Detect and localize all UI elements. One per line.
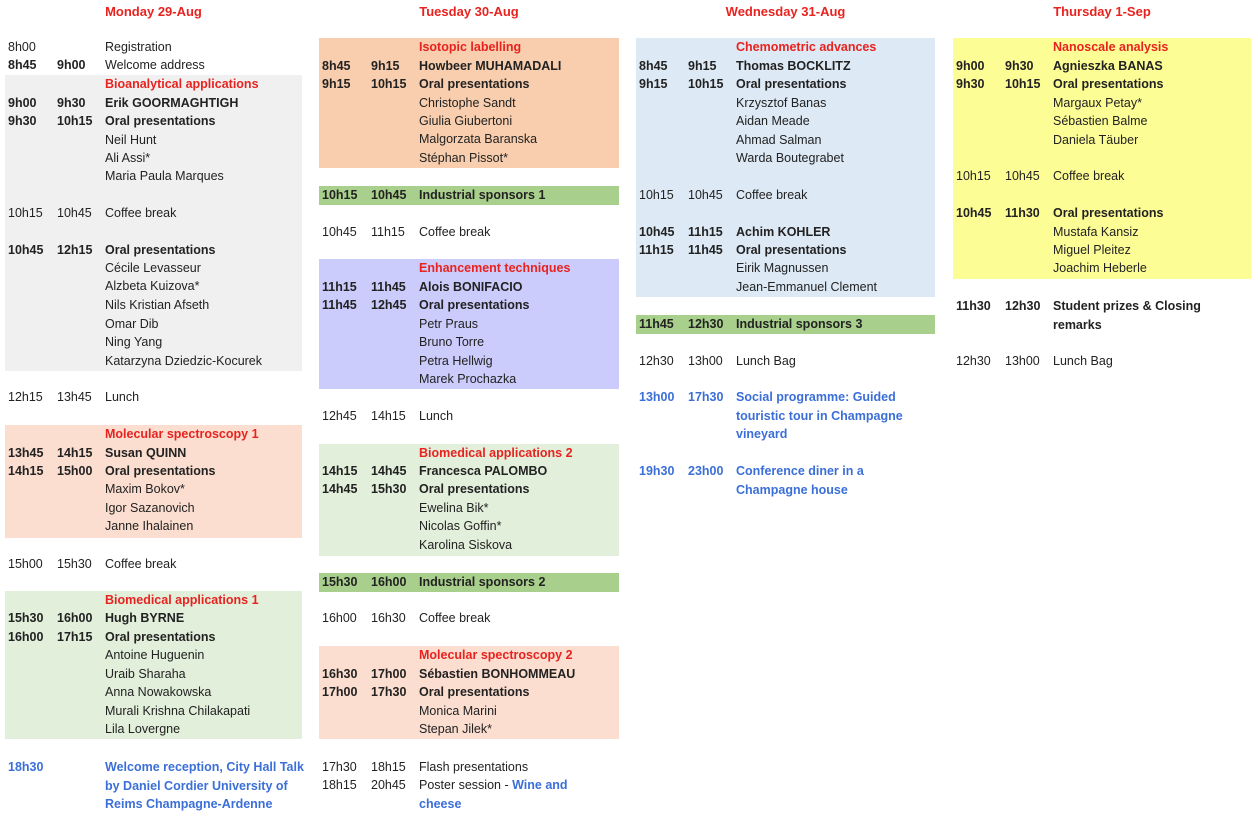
schedule-row (319, 609, 619, 627)
event-label: Igor Sazanovich (105, 501, 195, 515)
end-time: 12h30 (688, 317, 724, 331)
end-time: 10h45 (57, 206, 92, 220)
speaker (636, 278, 935, 296)
event-label: Monica Marini (419, 704, 497, 718)
schedule-row (5, 38, 302, 56)
event-label: Erik GOORMAGHTIGH (105, 96, 239, 110)
session-biomedical-2 (319, 444, 619, 556)
speaker (5, 333, 302, 351)
day-column-wednesday (636, 0, 935, 834)
schedule-row (5, 112, 302, 130)
event-label: Warda Boutegrabet (736, 151, 844, 165)
session-enhancement (319, 259, 619, 389)
start-time: 9h15 (639, 77, 668, 91)
event-label: Oral presentations (419, 77, 530, 91)
event-label: Ahmad Salman (736, 133, 822, 147)
schedule-row (636, 186, 935, 204)
end-time: 14h15 (57, 446, 93, 460)
closing-remarks: Student prizes & Closing remarks (1053, 299, 1201, 332)
event-label: Ning Yang (105, 335, 163, 349)
end-time: 9h30 (57, 96, 86, 110)
event-label: Oral presentations (1053, 77, 1164, 91)
speaker (319, 720, 619, 738)
speaker (636, 112, 935, 130)
event-label: Oral presentations (105, 243, 216, 257)
speaker (636, 259, 935, 277)
event-label: Sébastien BONHOMMEAU (419, 667, 576, 681)
event-label: Neil Hunt (105, 133, 157, 147)
event-label: Lunch (105, 390, 140, 404)
end-time: 9h15 (688, 59, 717, 73)
start-time: 17h30 (322, 760, 357, 774)
event-label: Industrial sponsors 1 (419, 188, 546, 202)
end-time: 10h45 (371, 188, 407, 202)
event-label: Oral presentations (419, 685, 530, 699)
start-time: 9h30 (8, 114, 37, 128)
speaker (5, 517, 302, 535)
event-label: Maria Paula Marques (105, 169, 224, 183)
end-time: 12h15 (57, 243, 93, 257)
event-label: Jean-Emmanuel Clement (736, 280, 878, 294)
event-label: Stéphan Pissot* (419, 151, 508, 165)
event-label: Oral presentations (736, 77, 847, 91)
speaker (319, 149, 619, 167)
speaker (319, 94, 619, 112)
start-time: 11h15 (639, 243, 674, 257)
end-time: 13h45 (57, 390, 92, 404)
start-time: 19h30 (639, 464, 675, 478)
speaker (319, 333, 619, 351)
schedule-row (636, 352, 935, 370)
speaker (636, 131, 935, 149)
speaker (5, 352, 302, 370)
end-time: 12h30 (1005, 299, 1041, 313)
end-time: 9h00 (57, 58, 86, 72)
speaker (319, 499, 619, 517)
event-label: Nils Kristian Afseth (105, 298, 210, 312)
start-time: 12h30 (956, 354, 991, 368)
event-label: Coffee break (419, 611, 491, 625)
schedule-row (636, 315, 935, 333)
start-time: 11h30 (956, 299, 991, 313)
event-label: Daniela Täuber (1053, 133, 1139, 147)
end-time: 10h15 (57, 114, 93, 128)
speaker (636, 94, 935, 112)
event-label: Alzbeta Kuizova* (105, 279, 200, 293)
event-label: Oral presentations (105, 630, 216, 644)
event-label: Enhancement techniques (419, 261, 571, 275)
event-label: Coffee break (1053, 169, 1125, 183)
event-label: Anna Nowakowska (105, 685, 212, 699)
end-time: 12h45 (371, 298, 407, 312)
session-title (319, 646, 619, 664)
event-label: Oral presentations (1053, 206, 1164, 220)
schedule-row (319, 758, 619, 776)
speaker (5, 646, 302, 664)
end-time: 9h30 (1005, 59, 1034, 73)
schedule-row (5, 204, 302, 222)
day-header: Thursday 1-Sep (1053, 4, 1151, 19)
end-time: 11h30 (1005, 206, 1040, 220)
start-time: 16h30 (322, 667, 358, 681)
speaker (5, 480, 302, 498)
speaker (953, 223, 1251, 241)
event-label: Molecular spectroscopy 1 (105, 427, 259, 441)
start-time: 12h45 (322, 409, 357, 423)
schedule-row (953, 204, 1251, 222)
session-title (5, 425, 302, 443)
event-label: Thomas BOCKLITZ (736, 59, 851, 73)
end-time: 16h00 (371, 575, 407, 589)
start-time: 10h15 (956, 169, 991, 183)
speaker (5, 683, 302, 701)
event-label: Isotopic labelling (419, 40, 522, 54)
end-time: 11h15 (688, 225, 723, 239)
event-label: Antoine Huguenin (105, 648, 205, 662)
event-label: Chemometric advances (736, 40, 877, 54)
end-time: 14h45 (371, 464, 407, 478)
session-title (953, 38, 1251, 56)
schedule-row (319, 665, 619, 683)
event-label: Bioanalytical applications (105, 77, 259, 91)
start-time: 15h30 (322, 575, 358, 589)
start-time: 9h00 (8, 96, 37, 110)
end-time: 17h30 (371, 685, 407, 699)
schedule-row (636, 241, 935, 259)
end-time: 17h15 (57, 630, 93, 644)
start-time: 8h45 (639, 59, 668, 73)
session-title (5, 591, 302, 609)
event-label: Agnieszka BANAS (1053, 59, 1163, 73)
start-time: 17h00 (322, 685, 358, 699)
start-time: 13h00 (639, 390, 675, 404)
event-label: Coffee break (105, 206, 177, 220)
start-time: 16h00 (322, 611, 357, 625)
start-time: 16h00 (8, 630, 44, 644)
speaker (5, 277, 302, 295)
schedule-row (5, 56, 302, 74)
start-time: 10h15 (639, 188, 674, 202)
schedule-row (953, 167, 1251, 185)
start-time: 15h00 (8, 557, 43, 571)
schedule-row (319, 462, 619, 480)
event-label: Howbeer MUHAMADALI (419, 59, 562, 73)
end-time: 15h00 (57, 464, 93, 478)
schedule-row (636, 75, 935, 93)
end-time: 17h00 (371, 667, 407, 681)
session-isotopic (319, 38, 619, 168)
speaker (319, 315, 619, 333)
event-label: Nanoscale analysis (1053, 40, 1169, 54)
end-time: 17h30 (688, 390, 724, 404)
event-label: Petr Praus (419, 317, 479, 331)
event-label: Nicolas Goffin* (419, 519, 502, 533)
event-label: Petra Hellwig (419, 354, 493, 368)
end-time: 15h30 (57, 557, 92, 571)
event-label: Coffee break (419, 225, 491, 239)
event-label: Francesca PALOMBO (419, 464, 548, 478)
session-biomedical-1 (5, 591, 302, 739)
speaker (953, 241, 1251, 259)
day-header: Monday 29-Aug (105, 4, 202, 19)
start-time: 11h45 (322, 298, 357, 312)
speaker (636, 149, 935, 167)
social-programme: Social programme: Guided touristic tour in Champagne vineyard (736, 390, 903, 441)
schedule-row (5, 609, 302, 627)
start-time: 9h30 (956, 77, 985, 91)
end-time: 13h00 (1005, 354, 1040, 368)
schedule-row (319, 186, 619, 204)
event-label: Coffee break (736, 188, 808, 202)
schedule-row (5, 462, 302, 480)
schedule-row (319, 480, 619, 498)
start-time: 14h15 (322, 464, 358, 478)
schedule-row (319, 296, 619, 314)
event-label: Margaux Petay* (1053, 96, 1142, 110)
session-title (319, 259, 619, 277)
start-time: 10h15 (8, 206, 43, 220)
event-label: Alois BONIFACIO (419, 280, 523, 294)
schedule-row (636, 57, 935, 75)
industrial-sponsors-2 (319, 573, 619, 592)
industrial-sponsors-1 (319, 186, 619, 205)
event-label: Biomedical applications 1 (105, 593, 259, 607)
event-label: Katarzyna Dziedzic-Kocurek (105, 354, 263, 368)
schedule-row (319, 57, 619, 75)
speaker (953, 131, 1251, 149)
session-molecular-2 (319, 646, 619, 739)
event-label: Joachim Heberle (1053, 261, 1147, 275)
event-label: Ewelina Bik* (419, 501, 489, 515)
event-label: Lunch (419, 409, 454, 423)
start-time: 10h45 (956, 206, 992, 220)
schedule-row (953, 57, 1251, 75)
event-label: Hugh BYRNE (105, 611, 185, 625)
event-label: Susan QUINN (105, 446, 187, 460)
event-label: Giulia Giubertoni (419, 114, 513, 128)
end-time: 9h15 (371, 59, 400, 73)
end-time: 13h00 (688, 354, 723, 368)
wine-cheese-highlight: Wine and cheese (419, 778, 568, 811)
speaker (319, 112, 619, 130)
event-label: Murali Krishna Chilakapati (105, 704, 251, 718)
speaker (5, 315, 302, 333)
speaker (319, 130, 619, 148)
event-label: Molecular spectroscopy 2 (419, 648, 573, 662)
start-time: 8h45 (8, 58, 37, 72)
day-column-monday (5, 0, 302, 834)
speaker (319, 517, 619, 535)
event-label: Krzysztof Banas (736, 96, 827, 110)
event-label: Lunch Bag (736, 354, 796, 368)
end-time: 15h30 (371, 482, 407, 496)
schedule-row (5, 628, 302, 646)
event-label: Industrial sponsors 3 (736, 317, 863, 331)
schedule-row (319, 407, 619, 425)
end-time: 16h30 (371, 611, 406, 625)
end-time: 10h15 (371, 77, 407, 91)
event-label: Welcome address (105, 58, 205, 72)
event-label: Marek Prochazka (419, 372, 517, 386)
event-label: Eirik Magnussen (736, 261, 829, 275)
event-label: Oral presentations (105, 114, 216, 128)
speaker (319, 370, 619, 388)
session-bioanalytical (5, 75, 302, 371)
event-label: Oral presentations (419, 298, 530, 312)
day-column-tuesday (319, 0, 619, 834)
event-label: Lunch Bag (1053, 354, 1113, 368)
event-label: Biomedical applications 2 (419, 446, 573, 460)
event-label: Oral presentations (105, 464, 216, 478)
session-title (636, 38, 935, 56)
speaker (953, 94, 1251, 112)
speaker (953, 259, 1251, 277)
day-column-thursday (953, 0, 1251, 834)
start-time: 11h15 (322, 280, 357, 294)
end-time: 10h15 (688, 77, 724, 91)
start-time: 10h45 (639, 225, 675, 239)
end-time: 23h00 (688, 464, 724, 478)
event-label: Karolina Siskova (419, 538, 513, 552)
speaker (319, 536, 619, 554)
speaker (5, 702, 302, 720)
session-nanoscale (953, 38, 1251, 279)
event-label: Oral presentations (736, 243, 847, 257)
start-time: 14h15 (8, 464, 44, 478)
session-molecular-1 (5, 425, 302, 538)
event-label: Oral presentations (419, 482, 530, 496)
industrial-sponsors-3 (636, 315, 935, 334)
session-title (319, 38, 619, 56)
end-time: 11h45 (688, 243, 723, 257)
event-label: Sébastien Balme (1053, 114, 1148, 128)
event-label: Uraib Sharaha (105, 667, 186, 681)
start-time: 8h00 (8, 40, 36, 54)
speaker (5, 149, 302, 167)
event-label: Mustafa Kansiz (1053, 225, 1139, 239)
schedule-row (319, 223, 619, 241)
end-time: 11h45 (371, 280, 406, 294)
welcome-reception: Welcome reception, City Hall Talk by Daniel Cordier University of Reims Champagne-Ardenne (105, 760, 304, 811)
event-label: Christophe Sandt (419, 96, 516, 110)
start-time: 11h45 (639, 317, 674, 331)
schedule-row (5, 444, 302, 462)
speaker (5, 167, 302, 185)
event-label: Stepan Jilek* (419, 722, 492, 736)
start-time: 9h00 (956, 59, 985, 73)
speaker (319, 352, 619, 370)
session-chemometric (636, 38, 935, 297)
event-label: Maxim Bokov* (105, 482, 185, 496)
day-header: Wednesday 31-Aug (725, 4, 846, 19)
event-label: Lila Lovergne (105, 722, 181, 736)
schedule-row (953, 352, 1251, 370)
speaker (5, 720, 302, 738)
start-time: 15h30 (8, 611, 44, 625)
event-label: Flash presentations (419, 760, 529, 774)
start-time: 18h30 (8, 760, 44, 774)
event-label: Achim KOHLER (736, 225, 831, 239)
start-time: 10h15 (322, 188, 358, 202)
start-time: 12h30 (639, 354, 674, 368)
event-label: Poster session - (419, 778, 513, 792)
day-header: Tuesday 30-Aug (419, 4, 519, 19)
schedule-row (953, 75, 1251, 93)
start-time: 8h45 (322, 59, 351, 73)
speaker (5, 259, 302, 277)
schedule-row (636, 223, 935, 241)
schedule-row (319, 278, 619, 296)
start-time: 18h15 (322, 778, 357, 792)
speaker (5, 296, 302, 314)
event-label: Coffee break (105, 557, 177, 571)
start-time: 10h45 (322, 225, 357, 239)
start-time: 12h15 (8, 390, 43, 404)
end-time: 10h45 (688, 188, 723, 202)
event-label: Malgorzata Baranska (419, 132, 538, 146)
speaker (319, 702, 619, 720)
schedule-row (5, 94, 302, 112)
speaker (5, 499, 302, 517)
end-time: 11h15 (371, 225, 405, 239)
schedule-row (5, 388, 302, 406)
start-time: 10h45 (8, 243, 44, 257)
session-title (319, 444, 619, 462)
event-label: Aidan Meade (736, 114, 810, 128)
event-label: Industrial sponsors 2 (419, 575, 546, 589)
schedule-row (5, 555, 302, 573)
event-label: Cécile Levasseur (105, 261, 201, 275)
poster-session (419, 776, 599, 813)
event-label: Omar Dib (105, 317, 159, 331)
event-label: Ali Assi* (105, 151, 151, 165)
start-time: 13h45 (8, 446, 44, 460)
session-title (5, 75, 302, 93)
start-time: 14h45 (322, 482, 358, 496)
end-time: 10h15 (1005, 77, 1041, 91)
event-label: Bruno Torre (419, 335, 485, 349)
schedule-row (319, 683, 619, 701)
end-time: 16h00 (57, 611, 93, 625)
conference-dinner: Conference diner in a Champagne house (736, 464, 864, 497)
event-label: Janne Ihalainen (105, 519, 194, 533)
schedule-row (319, 75, 619, 93)
end-time: 18h15 (371, 760, 406, 774)
end-time: 10h45 (1005, 169, 1040, 183)
schedule-row (319, 573, 619, 591)
speaker (953, 112, 1251, 130)
end-time: 14h15 (371, 409, 406, 423)
speaker (5, 131, 302, 149)
start-time: 9h15 (322, 77, 351, 91)
schedule-row (5, 241, 302, 259)
speaker (5, 665, 302, 683)
event-label: Registration (105, 40, 172, 54)
end-time: 20h45 (371, 778, 406, 792)
event-label: Miguel Pleitez (1053, 243, 1131, 257)
